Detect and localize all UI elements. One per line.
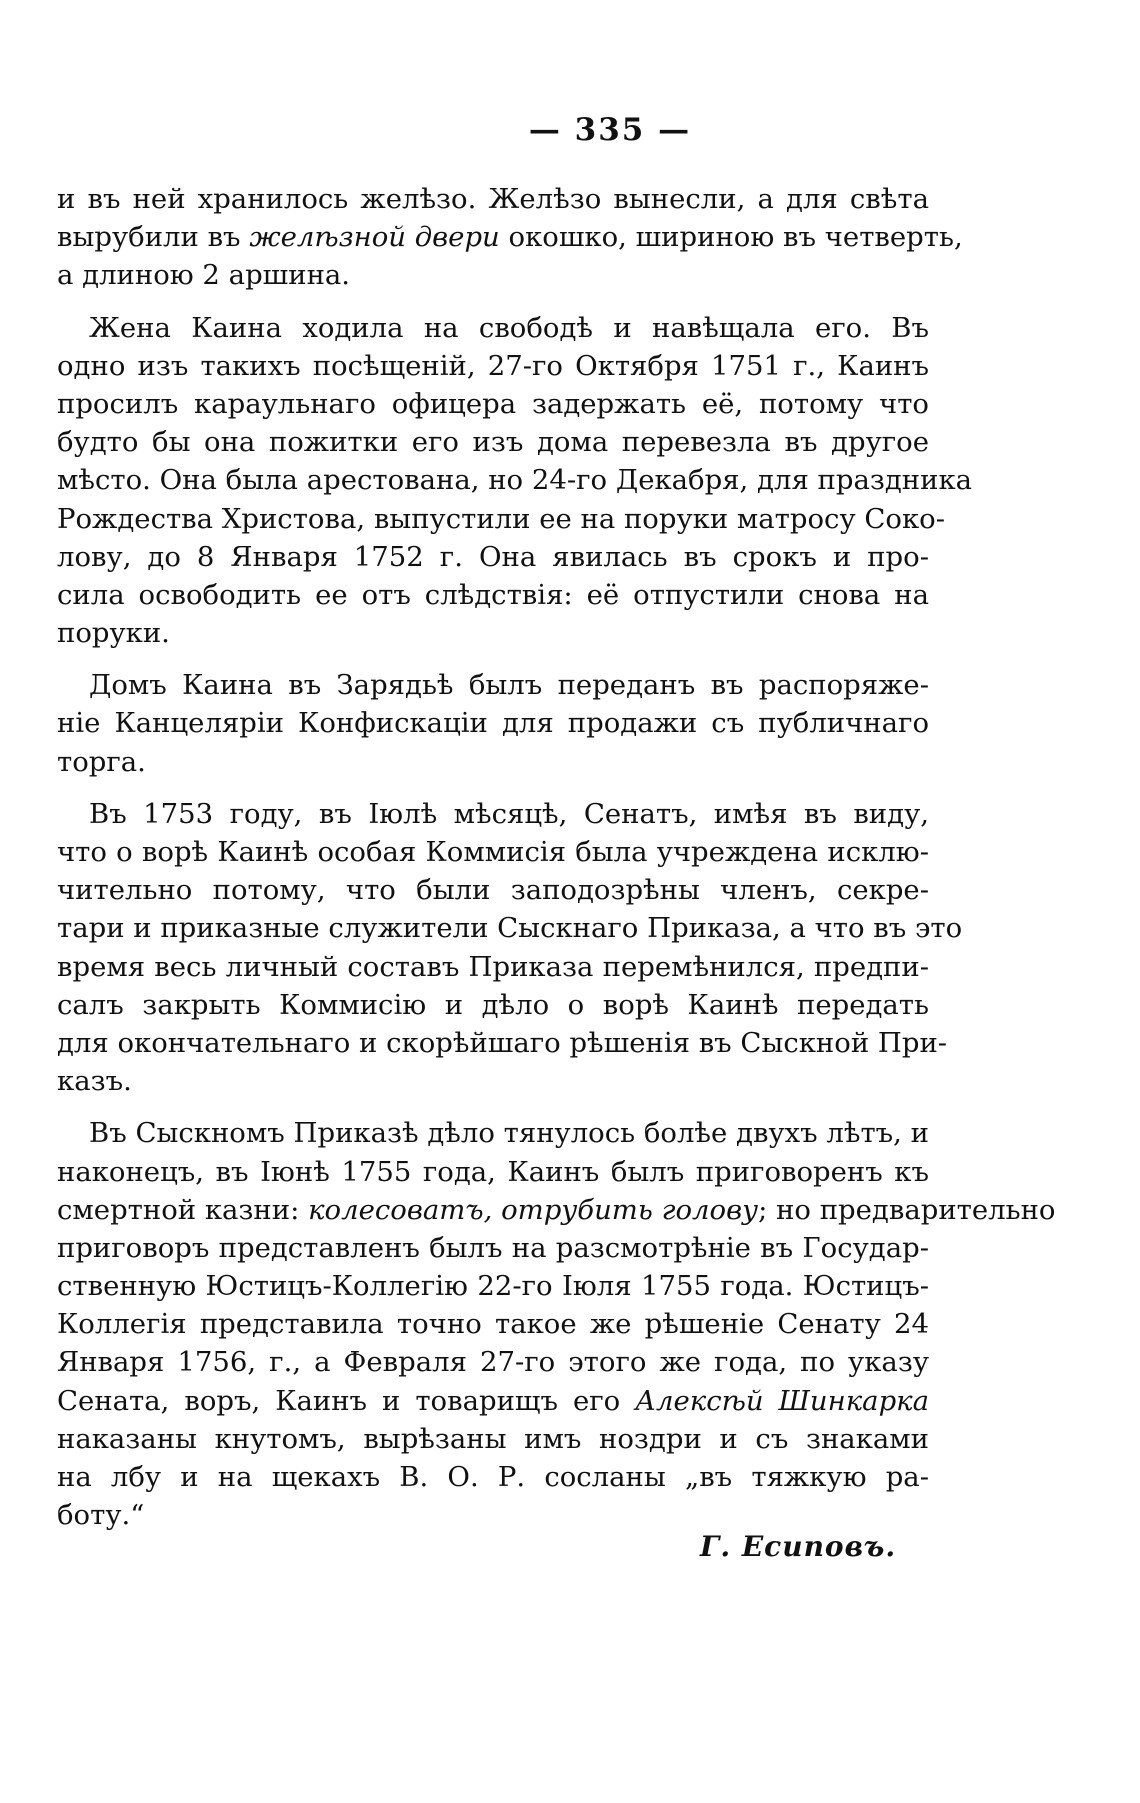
body-text [57,180,1056,1534]
page-number: — 335 — [528,112,692,148]
text-line [57,948,929,986]
text-line [57,347,929,385]
text-line [57,218,963,256]
author-signature: Г. Есиповъ. [700,1530,897,1563]
text-run: салъ закрыть Коммисію и дѣло о ворѣ Каинѣ передать [57,988,929,1021]
paragraph-gap [57,295,929,309]
text-line [57,500,946,538]
text-run: наказаны кнутомъ, вырѣзаны имъ ноздри и съ знаками [57,1422,929,1455]
text-run: а длиною 2 аршина. [57,259,351,292]
text-line [57,1382,929,1420]
paragraph [57,795,963,1101]
paragraph-gap [57,652,929,666]
text-line [57,871,929,909]
text-line [57,256,929,294]
text-run: Рождества Христова, выпустили ее на поруки матросу Соко- [57,502,946,535]
text-run: Жена Каина ходила на свободѣ и навѣщала его. Въ [89,311,929,344]
text-line [57,538,929,576]
text-run: ; но предварительно [758,1193,1056,1226]
paragraph-gap [57,781,929,795]
text-line [57,1114,929,1152]
text-run: приговоръ представленъ былъ на разсмотрѣніе въ Государ- [57,1231,929,1264]
text-line [57,1229,929,1267]
text-run: Въ Сыскномъ Приказѣ дѣло тянулось болѣе двухъ лѣтъ, и [89,1117,929,1150]
text-run: Января 1756, г., а Февраля 27-го этого же года, по указу [57,1346,929,1379]
text-run: одно изъ такихъ посѣщеній, 27-го Октября 1751 г., Каинъ [57,349,929,382]
text-run: поруки. [57,617,170,650]
text-run: Въ 1753 году, въ Іюлѣ мѣсяцѣ, Сенатъ, имѣя въ виду, [89,797,929,830]
text-line [57,1191,1056,1229]
text-line [57,1420,929,1458]
text-run: Сената, воръ, Каинъ и товарищъ его [57,1384,636,1417]
text-run: торга. [57,745,146,778]
paragraph [57,180,963,295]
text-run: тари и приказные служители Сыскнаго Приказа, а что въ это [57,912,963,945]
text-run: просилъ караульнаго офицера задержать её, потому что [57,387,929,420]
paragraph-gap [57,1100,929,1114]
text-run: смертной казни: [57,1193,309,1226]
text-line [57,1024,948,1062]
text-line [57,666,929,704]
text-line [57,909,963,947]
text-line [57,986,929,1024]
text-line [57,833,929,871]
paragraph [57,666,929,781]
text-line [57,1458,929,1496]
text-line [57,1343,929,1381]
text-run: наконецъ, въ Іюнѣ 1755 года, Каинъ былъ приговоренъ къ [57,1155,929,1188]
text-line [57,795,929,833]
paragraph [57,309,973,653]
italic-text: Алексѣй Шинкарка [635,1384,929,1417]
text-line [57,180,929,218]
text-run: на лбу и на щекахъ В. О. Р. сосланы „въ тяжкую ра- [57,1461,929,1493]
text-run: вырубили въ [57,221,250,254]
text-run: казъ. [57,1065,132,1098]
text-line [57,1496,929,1534]
text-line [57,1267,929,1305]
text-line [57,309,929,347]
italic-text: колесоватъ, отрубить голову [308,1193,759,1226]
text-line [57,461,973,499]
text-run: сила освободить ее отъ слѣдствія: её отпустили снова на [57,578,929,611]
text-run: Коллегія представила точно такое же рѣшеніе Сенату 24 [57,1308,929,1341]
text-line [57,576,929,614]
text-run: чительно потому, что были заподозрѣны членъ, секре- [57,874,929,907]
text-run: и въ ней хранилось желѣзо. Желѣзо вынесли, а для свѣта [57,183,929,215]
italic-text: желѣзной двери [249,221,500,254]
text-line [57,614,929,652]
text-line [57,1062,929,1100]
text-run: ственную Юстицъ-Коллегію 22-го Іюля 1755 года. Юстицъ- [57,1270,929,1303]
text-run: Домъ Каина въ Зарядьѣ былъ переданъ въ распоряже- [89,669,929,702]
text-line [57,743,929,781]
text-run: будто бы она пожитки его изъ дома перевезла въ другое [57,426,929,459]
text-run: для окончательнаго и скорѣйшаго рѣшенія въ Сыскной При- [57,1026,948,1059]
text-line [57,704,929,742]
text-line [57,1305,929,1343]
text-run: что о ворѣ Каинѣ особая Коммисія была учреждена исклю- [57,836,929,868]
text-run: мѣсто. Она была арестована, но 24-го Декабря, для праздника [57,464,973,497]
text-line [57,423,929,461]
text-run: боту.“ [57,1499,145,1532]
text-line [57,385,929,423]
text-run: время весь личный составъ Приказа перемѣнился, предпи- [57,950,929,983]
text-run: лову, до 8 Января 1752 г. Она явилась въ срокъ и про- [57,540,929,573]
paragraph [57,1114,1056,1534]
text-run: ніе Канцеляріи Конфискаціи для продажи съ публичнаго [57,707,929,740]
text-line [57,1153,929,1191]
text-run: окошко, шириною въ четверть, [499,221,963,254]
